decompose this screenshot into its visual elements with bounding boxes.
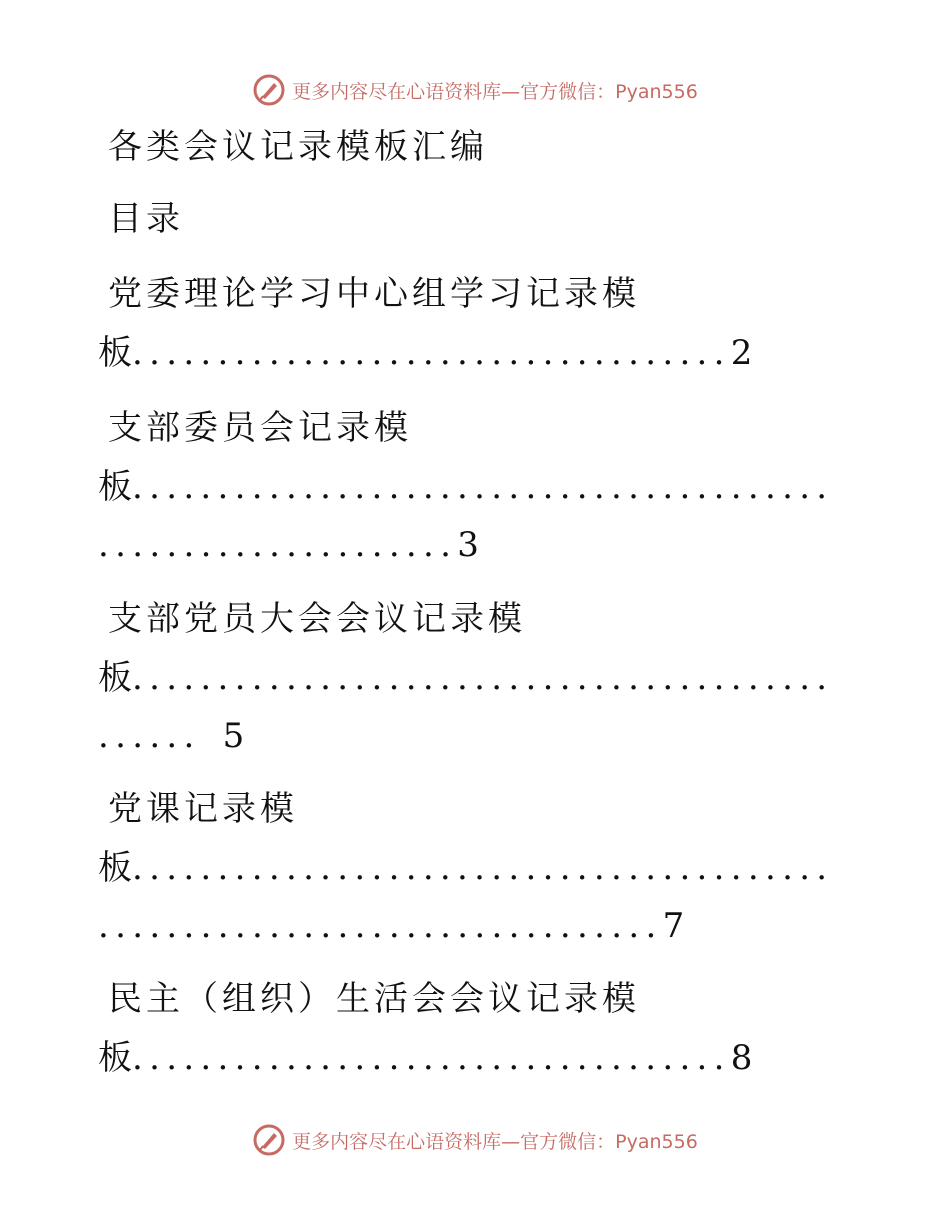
watermark-header bbox=[0, 70, 950, 110]
toc-entry-tail-char: 板 bbox=[98, 467, 132, 507]
toc-page-number: 5 bbox=[222, 716, 245, 756]
watermark-footer bbox=[0, 1120, 950, 1160]
toc-entry-title[interactable]: 党课记录模 bbox=[108, 789, 298, 829]
toc-page-number: 3 bbox=[457, 525, 479, 565]
watermark-text: 更多内容尽在心语资料库—官方微信：Pyan556 bbox=[292, 1130, 698, 1153]
toc-heading: 目录 bbox=[108, 199, 184, 239]
quill-pen-circle-icon bbox=[252, 73, 286, 107]
toc-entry-tail-char: 板 bbox=[98, 333, 132, 373]
toc-entry-leader-continued[interactable] bbox=[98, 906, 684, 946]
toc-entry-title[interactable]: 民主（组织）生活会会议记录模 bbox=[108, 979, 640, 1019]
toc-dot-leader: ......................................... bbox=[132, 848, 834, 888]
watermark-text: 更多内容尽在心语资料库—官方微信：Pyan556 bbox=[292, 80, 698, 103]
toc-dot-leader: ................................. bbox=[98, 906, 663, 946]
toc-dot-leader: ...... bbox=[98, 716, 201, 756]
toc-entry-leader[interactable] bbox=[98, 848, 833, 888]
toc-dot-leader: ......................................... bbox=[132, 467, 834, 507]
toc-entry-leader-continued[interactable] bbox=[98, 525, 479, 565]
toc-dot-leader: ................................... bbox=[132, 333, 731, 373]
toc-page-number: 8 bbox=[730, 1038, 753, 1078]
toc-entry-title[interactable]: 支部党员大会会议记录模 bbox=[108, 599, 526, 639]
document-title: 各类会议记录模板汇编 bbox=[108, 127, 488, 167]
toc-page-number: 2 bbox=[730, 333, 753, 373]
toc-entry-title[interactable]: 党委理论学习中心组学习记录模 bbox=[108, 274, 640, 314]
toc-entry-leader[interactable] bbox=[98, 658, 833, 698]
toc-entry-tail-char: 板 bbox=[98, 658, 132, 698]
toc-entry-tail-char: 板 bbox=[98, 1038, 132, 1078]
toc-entry-leader[interactable] bbox=[98, 467, 833, 507]
toc-entry-leader[interactable] bbox=[98, 1038, 752, 1078]
toc-page-number: 7 bbox=[662, 906, 685, 946]
toc-entry-tail-char: 板 bbox=[98, 848, 132, 888]
toc-entry-leader-continued[interactable] bbox=[98, 716, 244, 756]
toc-dot-leader: ......................................... bbox=[132, 658, 834, 698]
toc-entry-title[interactable]: 支部委员会记录模 bbox=[108, 408, 412, 448]
toc-dot-leader: ................................... bbox=[132, 1038, 731, 1078]
quill-pen-circle-icon bbox=[252, 1123, 286, 1157]
toc-entry-leader[interactable] bbox=[98, 333, 752, 373]
toc-dot-leader: ..................... bbox=[98, 525, 458, 565]
